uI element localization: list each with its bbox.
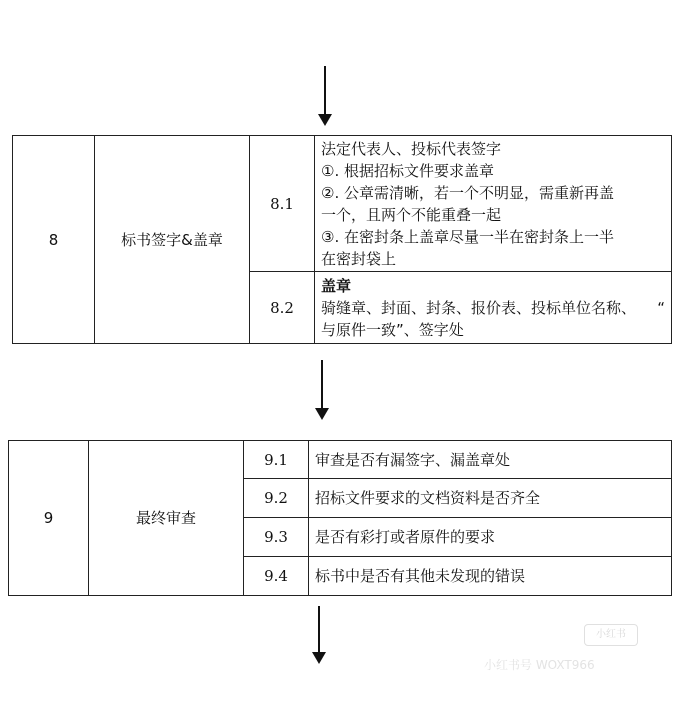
substep-8-2-id: 8.2	[250, 272, 315, 344]
substep-9-3-text: 是否有彩打或者原件的要求	[309, 518, 672, 557]
substep-8-1-line: 法定代表人、投标代表签字	[321, 139, 502, 158]
substep-9-2-text: 招标文件要求的文档资料是否齐全	[309, 479, 672, 518]
step-8-number: 8	[13, 136, 95, 344]
step-9-number: 9	[9, 441, 89, 596]
substep-9-1-id: 9.1	[244, 441, 309, 479]
substep-9-3-id: 9.3	[244, 518, 309, 557]
substep-8-2-line	[321, 297, 665, 319]
flow-arrow-middle	[312, 360, 332, 422]
substep-9-2-id: 9.2	[244, 479, 309, 518]
substep-8-1-line: ②. 公章需清晰，若一个不明显，需重新再盖	[321, 183, 614, 202]
substep-8-2-heading: 盖章	[321, 276, 352, 295]
flow-arrow-top	[315, 66, 335, 128]
substep-8-2-line: 与原件一致”、签字处	[321, 320, 464, 339]
flow-arrow-bottom	[309, 606, 329, 666]
step-8-title: 标书签字&盖章	[95, 136, 250, 344]
substep-8-1-line: ③. 在密封条上盖章尽量一半在密封条上一半	[321, 227, 614, 246]
step-8-table	[12, 135, 672, 344]
substep-9-4-id: 9.4	[244, 557, 309, 596]
substep-9-1-text: 审查是否有漏签字、漏盖章处	[309, 441, 672, 479]
substep-8-1-line: ①. 根据招标文件要求盖章	[321, 161, 494, 180]
substep-8-2-content	[315, 272, 672, 344]
substep-8-2-line-text: 骑缝章、封面、封条、报价表、投标单位名称、	[321, 298, 637, 317]
step-9-title: 最终审查	[89, 441, 244, 596]
step-9-table	[8, 440, 672, 596]
substep-8-1-line: 一个，且两个不能重叠一起	[321, 205, 502, 224]
substep-8-2-line-quote: “	[657, 298, 665, 317]
watermark-logo: 小红书	[584, 624, 638, 646]
substep-9-4-text: 标书中是否有其他未发现的错误	[309, 557, 672, 596]
watermark-text: 小红书号 WOXT966	[484, 658, 595, 672]
substep-8-1-line: 在密封袋上	[321, 249, 397, 268]
substep-8-1-id: 8.1	[250, 136, 315, 272]
substep-8-1-content	[315, 136, 672, 272]
